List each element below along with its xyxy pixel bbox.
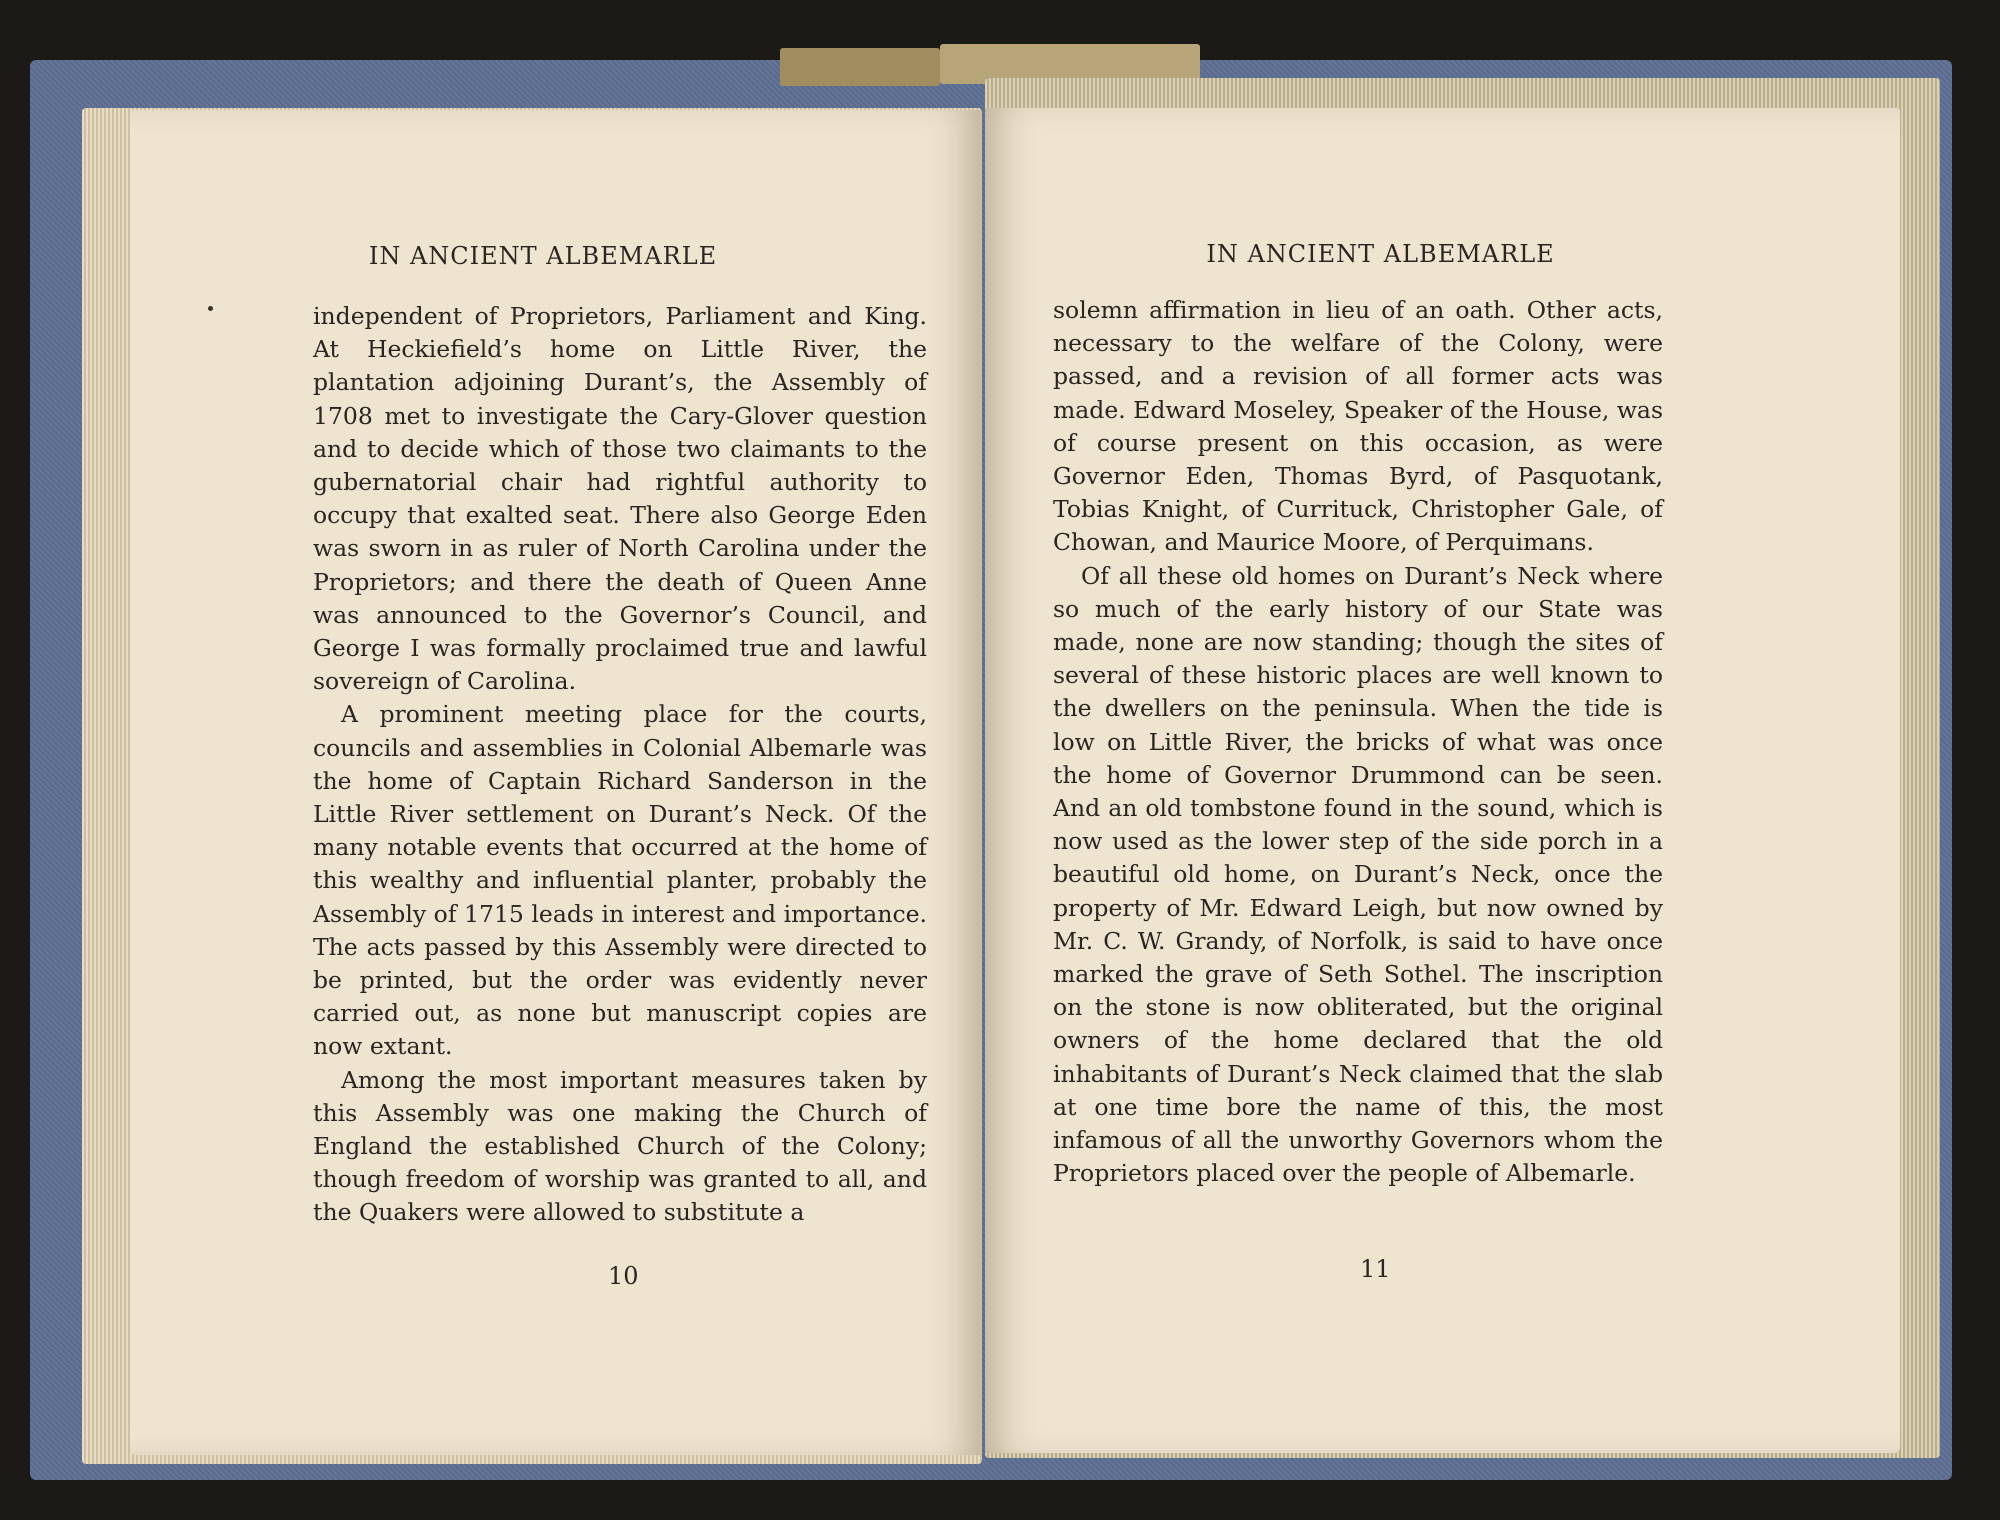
right-running-head: IN ANCIENT ALBEMARLE xyxy=(1206,240,1555,268)
left-paragraph-3: Among the most important measures taken by this Assembly was one making the Church of England the established Church of the Colony; though freedom of worship was granted to all, and the Quakers were allowed to substitute a xyxy=(313,1065,927,1227)
left-page-text xyxy=(313,300,927,1230)
left-paragraph-1: independent of Proprietors, Parliament and King. At Heckiefield’s home on Little River, the plantation adjoining Durant’s, the Assembly of 1708 met to investigate the Cary-Glover question and to decide which of those two claimants to the gubernatorial chair had rightful authority to occupy that exalted seat. There also George Eden was sworn in as ruler of North Carolina under the Proprietors; and there the death of Queen Anne was announced to the Governor’s Council, and George I was formally proclaimed true and lawful sovereign of Carolina. xyxy=(313,302,927,696)
left-page xyxy=(130,110,980,1455)
right-page-text xyxy=(1053,294,1663,1190)
spine-tape-left xyxy=(780,48,940,86)
right-paragraph-2: Of all these old homes on Durant’s Neck where so much of the early history of our State was made, none are now standing; though the sites of several of these historic places are well known to the dwellers on the peninsula. When the tide is low on Little River, the bricks of what was once the home of Governor Drummond can be seen. And an old tombstone found in the sound, which is now used as the lower step of the side porch in a beautiful old home, on Durant’s Neck, once the property of Mr. Edward Leigh, but now owned by Mr. C. W. Grandy, of Norfolk, is said to have once marked the grave of Seth Sothel. The inscription on the stone is now obliterated, but the original owners of the home declared that the old inhabitants of Durant’s Neck claimed that the slab at one time bore the name of this, the most infamous of all the unworthy Governors whom the Proprietors placed over the people of Albemarle. xyxy=(1053,561,1663,1188)
left-paragraph-2: A prominent meeting place for the courts, councils and assemblies in Colonial Albemarle was the home of Captain Richard Sanderson in the Little River settlement on Durant’s Neck. Of the many notable events that occurred at the home of this wealthy and influential planter, probably the Assembly of 1715 leads in interest and importance. The acts passed by this Assembly were directed to be printed, but the order was evidently never carried out, as none but manuscript copies are now extant. xyxy=(313,700,927,1061)
left-running-head: IN ANCIENT ALBEMARLE xyxy=(368,242,718,270)
right-page xyxy=(985,108,1900,1453)
left-page-number: 10 xyxy=(608,1262,639,1290)
ink-speck xyxy=(208,306,213,311)
right-paragraph-1: solemn affirmation in lieu of an oath. Other acts, necessary to the welfare of the Colony, were passed, and a revision of all former acts was made. Edward Moseley, Speaker of the House, was of course present on this occasion, as were Governor Eden, Thomas Byrd, of Pasquotank, Tobias Knight, of Currituck, Christopher Gale, of Chowan, and Maurice Moore, of Perquimans. xyxy=(1053,296,1664,557)
right-page-number: 11 xyxy=(1360,1255,1391,1283)
